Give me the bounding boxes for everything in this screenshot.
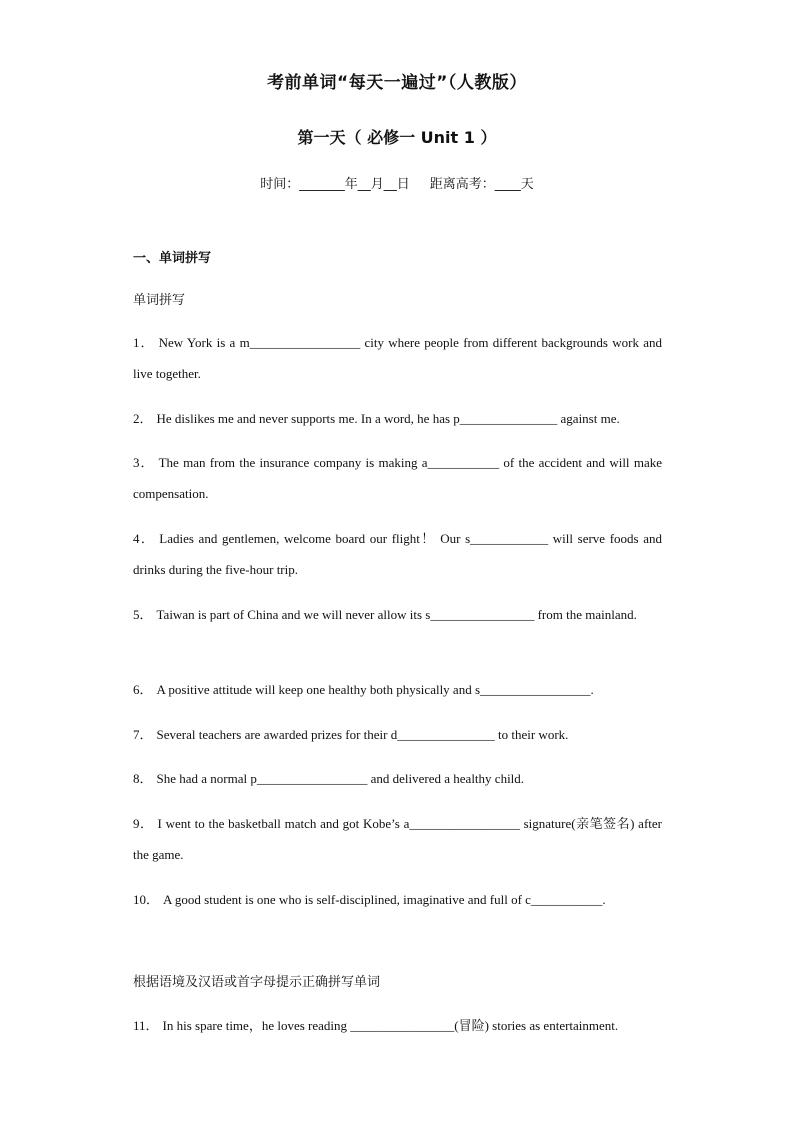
question-text: The man from the insurance company is making a___________ of the accident and will make compensation. xyxy=(133,455,662,501)
question-number: 11． xyxy=(133,1018,159,1033)
question-number: 7． xyxy=(133,727,153,742)
question-text: Taiwan is part of China and we will never allow its s________________ from the mainland. xyxy=(156,607,637,622)
question-item xyxy=(133,808,662,870)
question-number: 5． xyxy=(133,607,153,622)
question-number: 8． xyxy=(133,771,153,786)
question-item xyxy=(133,1010,662,1041)
question-text: A good student is one who is self-disciplined, imaginative and full of c___________. xyxy=(163,892,606,907)
question-number: 10． xyxy=(133,892,160,907)
section-heading: 一、单词拼写 xyxy=(133,251,212,266)
date-label: 时间：_______年__月__日 xyxy=(260,177,410,192)
question-item xyxy=(133,523,662,585)
question-text: Several teachers are awarded prizes for their d_______________ to their work. xyxy=(156,727,569,742)
question-item xyxy=(133,763,662,794)
question-item xyxy=(133,674,662,705)
question-text: She had a normal p_________________ and delivered a healthy child. xyxy=(156,771,525,786)
question-number: 1． xyxy=(133,335,155,350)
question-text: A positive attitude will keep one healthy both physically and s_________________. xyxy=(156,682,594,697)
question-text: I went to the basketball match and got Kobe’s a_________________ signature(亲笔签名) after the game. xyxy=(133,816,662,862)
question-number: 2． xyxy=(133,411,153,426)
question-item xyxy=(133,599,662,630)
countdown-label: 距离高考：____天 xyxy=(429,177,534,192)
question-text: He dislikes me and never supports me. In a word, he has p_______________ against me. xyxy=(156,411,620,426)
question-number: 9． xyxy=(133,816,154,831)
question-number: 4． xyxy=(133,531,156,546)
section-subheading: 单词拼写 xyxy=(133,293,186,308)
section-subheading-2: 根据语境及汉语或首字母提示正确拼写单词 xyxy=(133,975,381,990)
page-title: 考前单词“每天一遍过”（人教版） xyxy=(267,73,527,93)
question-number: 3． xyxy=(133,455,155,470)
date-line xyxy=(0,173,794,192)
question-number: 6． xyxy=(133,682,153,697)
question-text: In his spare time，he loves reading ________________(冒险) stories as entertainment. xyxy=(162,1018,619,1033)
question-item xyxy=(133,447,662,509)
question-item xyxy=(133,403,662,434)
question-text: New York is a m_________________ city where people from different backgrounds work and live together. xyxy=(133,335,662,381)
question-item xyxy=(133,884,662,915)
question-item xyxy=(133,327,662,389)
page-subtitle: 第一天（ 必修一 Unit 1 ） xyxy=(297,128,497,147)
question-text: Ladies and gentlemen, welcome board our flight！ Our s____________ will serve foods and drinks during the five-hour trip. xyxy=(133,531,662,577)
question-item xyxy=(133,719,662,750)
